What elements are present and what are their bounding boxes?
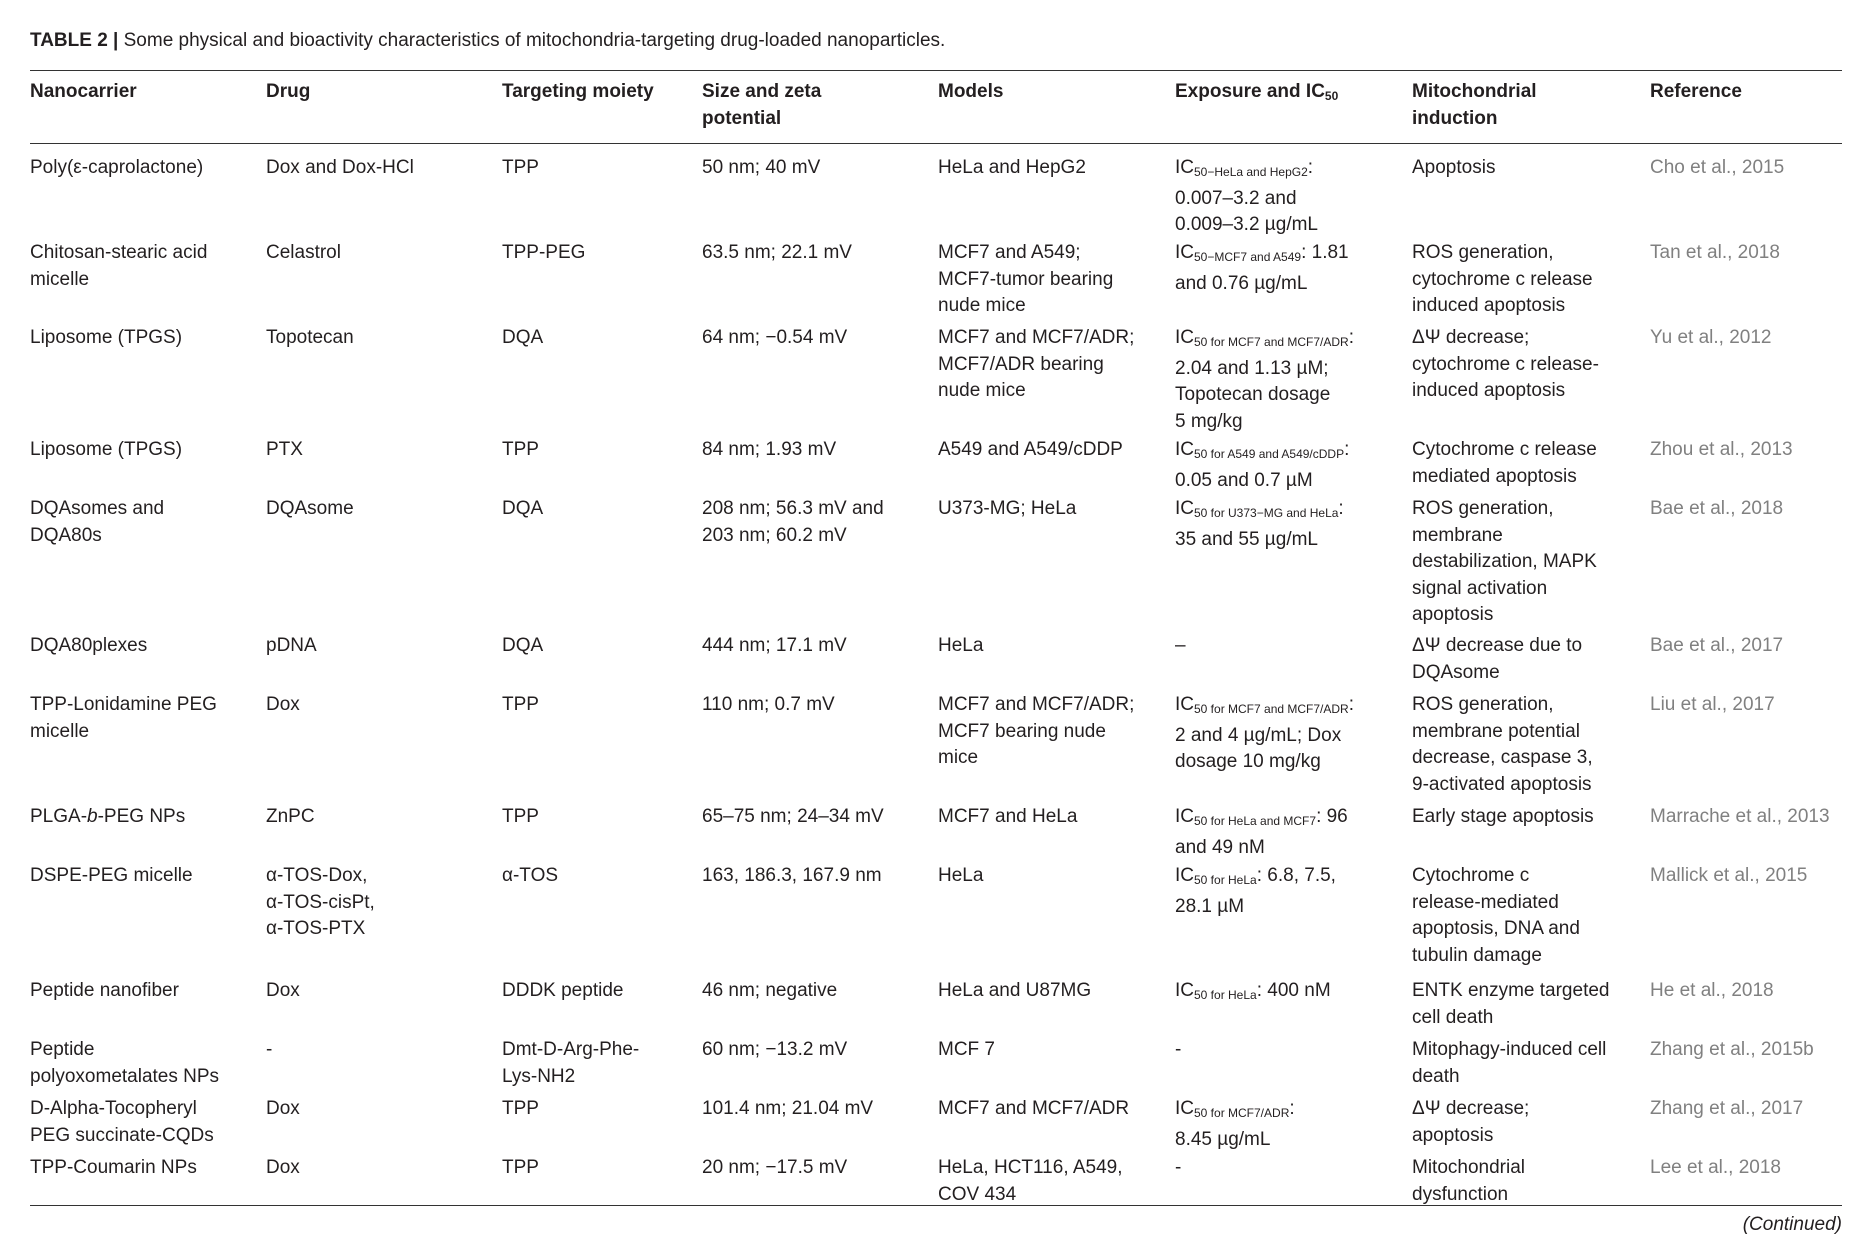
column-header-size [702,78,821,132]
cell-line: PTX [266,439,303,460]
cell-line: nude mice [938,295,1026,316]
cell-line: 28.1 µM [1175,895,1245,917]
cell-reference[interactable] [1650,437,1793,464]
cell-size [702,496,884,549]
cell-line: destabilization, MAPK [1412,551,1597,572]
cell-mito [1412,437,1597,490]
cell-mito [1412,978,1609,1031]
cell-mito [1412,496,1597,629]
cell-line: Tan et al., 2018 [1650,242,1780,263]
cell-targeting [502,155,539,182]
cell-size [702,804,884,831]
cell-line: $IC_{50 for MCF7 and MCF7/ADR}$: [1175,694,1354,716]
cell-line: $IC_{50-MCF7 and A549}$: 1.81 [1175,242,1349,264]
cell-models [938,437,1123,464]
cell-line: DQAsomes and [30,498,165,519]
cell-line: pDNA [266,635,317,656]
cell-line: $IC_{50 for HeLa}$: 400 nM [1175,980,1331,1002]
cell-reference[interactable] [1650,978,1774,1005]
cell-line: micelle [30,720,90,742]
cell-line: DQA [502,327,544,348]
cell-models [938,155,1086,182]
cell-line: apoptosis [1412,1124,1494,1146]
cell-line: nude mice [938,380,1026,401]
cell-nanocarrier [30,437,182,464]
cell-targeting [502,633,543,660]
cell-line: mediated apoptosis [1412,465,1577,487]
cell-line: and 0.76 µg/mL [1175,272,1308,294]
cell-targeting [502,1155,539,1182]
cell-models [938,633,983,660]
cell-size [702,1037,847,1064]
cell-exposure [1175,1037,1181,1064]
cell-models [938,1155,1122,1208]
cell-line: Lee et al., 2018 [1650,1157,1781,1178]
cell-line: U373-MG; HeLa [938,498,1077,519]
cell-line: HeLa [938,635,984,656]
cell-line: DQAsome [266,498,354,519]
cell-line: PEG succinate-CQDs [30,1124,214,1146]
cell-reference[interactable] [1650,1096,1803,1123]
cell-size [702,155,820,182]
cell-line: polyoxometalates NPs [30,1065,220,1087]
cell-line: Poly(ε-caprolactone) [30,157,204,178]
cell-line: induced apoptosis [1412,380,1566,401]
cell-line: Mitochondrial [1412,1157,1525,1178]
cell-line: HeLa [938,865,984,886]
cell-line: ZnPC [266,806,315,827]
cell-targeting [502,496,543,523]
cell-nanocarrier [30,155,203,182]
cell-line: 60 nm; −13.2 mV [702,1039,848,1060]
cell-line: DQA [502,498,544,519]
column-header-line: Reference [1650,81,1742,102]
cell-reference[interactable] [1650,240,1780,267]
cell-drug [266,240,341,267]
cell-exposure [1175,633,1186,660]
table-caption [30,28,945,54]
column-header-line: Drug [266,81,311,102]
cell-nanocarrier [30,863,193,890]
cell-targeting [502,1096,539,1123]
cell-models [938,978,1091,1005]
cell-nanocarrier [30,1037,219,1090]
cell-mito [1412,1155,1525,1208]
cell-line: 8.45 µg/mL [1175,1128,1271,1150]
cell-line: 2 and 4 µg/mL; Dox [1175,724,1342,746]
cell-line: - [266,1039,273,1060]
cell-line: micelle [30,268,90,290]
cell-line: ΔΨ decrease; [1412,327,1530,348]
cell-line: dosage 10 mg/kg [1175,751,1321,772]
cell-models [938,692,1134,772]
cell-line: 2.04 and 1.13 µM; [1175,357,1329,379]
cell-targeting [502,240,585,267]
cell-models [938,325,1134,405]
cell-line: He et al., 2018 [1650,980,1774,1001]
cell-line: $IC_{50 for MCF7 and MCF7/ADR}$: [1175,327,1354,349]
cell-reference[interactable] [1650,1037,1814,1064]
cell-line: MCF7/ADR bearing [938,353,1104,375]
cell-line: Cytochrome c release [1412,439,1597,460]
cell-models [938,240,1113,320]
cell-line: 203 nm; 60.2 mV [702,524,847,546]
cell-line: apoptosis [1412,604,1494,625]
cell-size [702,240,852,267]
cell-targeting [502,804,539,831]
cell-drug [266,1155,300,1182]
cell-line: Celastrol [266,242,341,263]
cell-line: ΔΨ decrease due to [1412,635,1583,656]
cell-line: Dox [266,1098,300,1119]
cell-line: DQA80s [30,524,102,546]
cell-line: dysfunction [1412,1183,1509,1205]
cell-line: death [1412,1065,1460,1087]
cell-line: 84 nm; 1.93 mV [702,439,837,460]
header-rule [30,143,1842,144]
cell-line: 163, 186.3, 167.9 nm [702,865,882,886]
cell-targeting [502,978,623,1005]
cell-models [938,863,983,890]
cell-exposure [1175,692,1354,776]
column-header-line: Mitochondrial [1412,81,1537,102]
cell-exposure [1175,863,1336,920]
cell-line: ROS generation, [1412,242,1554,263]
column-header-reference [1650,78,1742,105]
cell-line: MCF7 and HeLa [938,806,1078,827]
cell-line: TPP [502,157,539,178]
cell-line: ΔΨ decrease; [1412,1098,1530,1119]
cell-drug [266,155,414,182]
cell-mito [1412,633,1582,686]
cell-line: induced apoptosis [1412,295,1566,316]
cell-line: PLGA-b-PEG NPs [30,806,186,827]
cell-line: 46 nm; negative [702,980,838,1001]
cell-exposure [1175,325,1354,435]
cell-models [938,1096,1129,1123]
cell-nanocarrier [30,1155,197,1182]
cell-exposure [1175,240,1349,297]
cell-line: and 49 nM [1175,836,1265,858]
cell-line: tubulin damage [1412,944,1542,966]
cell-line: 50 nm; 40 mV [702,157,821,178]
cell-line: COV 434 [938,1183,1017,1205]
cell-line: TPP-Lonidamine PEG [30,694,217,715]
cell-mito [1412,692,1593,798]
cell-line: Dox and Dox-HCl [266,157,414,178]
cell-nanocarrier [30,325,182,352]
cell-line: DQAsome [1412,661,1500,683]
cell-exposure [1175,1096,1295,1153]
cell-line: Topotecan [266,327,354,348]
cell-line: Dox [266,1157,300,1178]
cell-line: – [1175,635,1186,656]
cell-line: Mallick et al., 2015 [1650,865,1808,886]
cell-line: cell death [1412,1006,1494,1028]
cell-drug [266,437,303,464]
cell-targeting [502,863,558,890]
column-header-exposure [1175,78,1338,110]
cell-line: DSPE-PEG micelle [30,865,193,886]
cell-reference[interactable] [1650,804,1830,831]
cell-line: Zhang et al., 2015b [1650,1039,1814,1060]
cell-line: ENTK enzyme targeted [1412,980,1610,1001]
cell-size [702,692,835,719]
cell-drug [266,496,354,523]
cell-nanocarrier [30,496,164,549]
cell-line: HeLa, HCT116, A549, [938,1157,1123,1178]
cell-line: α-TOS-PTX [266,918,366,939]
continued-note: (Continued) [1742,1214,1842,1235]
column-header-models [938,78,1003,105]
cell-size [702,1155,847,1182]
cell-line: decrease, caspase 3, [1412,747,1593,768]
cell-line: 20 nm; −17.5 mV [702,1157,848,1178]
cell-line: Lys-NH2 [502,1065,576,1087]
cell-line: $IC_{50-HeLa and HepG2}$: [1175,157,1314,179]
cell-targeting [502,692,539,719]
cell-line: TPP [502,1098,539,1119]
cell-exposure [1175,804,1348,861]
top-rule [30,70,1842,71]
cell-line: 9-activated apoptosis [1412,773,1592,795]
cell-line: MCF7 and A549; [938,242,1081,263]
cell-drug [266,1096,300,1123]
cell-reference[interactable] [1650,155,1784,182]
column-header-drug [266,78,310,105]
table-caption-text: Some physical and bioactivity characteristics of mitochondria-targeting drug-loaded nanoparticles. [118,30,946,51]
cell-line: Liu et al., 2017 [1650,694,1775,715]
cell-line: Topotecan dosage [1175,384,1331,405]
cell-nanocarrier [30,978,179,1005]
cell-line: α-TOS [502,865,559,886]
cell-line: Yu et al., 2012 [1650,327,1772,348]
cell-line: Dox [266,694,300,715]
cell-line: MCF7 bearing nude [938,720,1106,742]
cell-line: apoptosis, DNA and [1412,918,1580,939]
cell-line: TPP-Coumarin NPs [30,1157,197,1178]
cell-drug [266,692,300,719]
column-header-targeting [502,78,654,105]
cell-nanocarrier [30,692,217,745]
cell-size [702,633,847,660]
column-header-line: Size and zeta [702,81,822,102]
cell-line: TPP [502,1157,539,1178]
column-header-line: Exposure and $IC_{50}$ [1175,81,1339,103]
cell-line: 35 and 55 µg/mL [1175,528,1318,550]
cell-line: Bae et al., 2018 [1650,498,1784,519]
cell-line: A549 and A549/cDDP [938,439,1123,460]
cell-reference[interactable] [1650,496,1783,523]
cell-reference[interactable] [1650,325,1772,352]
column-header-line: Nanocarrier [30,81,137,102]
cell-drug [266,804,315,831]
cell-line: α-TOS-cisPt, [266,891,375,913]
cell-line: 63.5 nm; 22.1 mV [702,242,852,263]
cell-line: $IC_{50 for U373-MG and HeLa}$: [1175,498,1344,520]
cell-nanocarrier [30,804,185,831]
cell-line: 0.05 and 0.7 µM [1175,469,1313,491]
cell-line: 64 nm; −0.54 mV [702,327,848,348]
cell-line: DDDK peptide [502,980,624,1001]
cell-line: Liposome (TPGS) [30,327,183,348]
cell-line: DQA80plexes [30,635,148,656]
column-header-line: potential [702,108,782,129]
cell-line: TPP [502,439,539,460]
cell-line: membrane [1412,524,1503,546]
cell-reference[interactable] [1650,692,1775,719]
cell-exposure [1175,1155,1181,1182]
cell-size [702,437,836,464]
cell-line: MCF7 and MCF7/ADR [938,1098,1130,1119]
cell-line: DQA [502,635,544,656]
cell-line: HeLa and HepG2 [938,157,1086,178]
cell-line: Chitosan-stearic acid [30,242,208,263]
cell-line: $IC_{50 for A549 and A549/cDDP}$: [1175,439,1350,461]
cell-line: 0.007–3.2 and [1175,187,1297,209]
bottom-rule [30,1205,1842,1206]
cell-line: Zhang et al., 2017 [1650,1098,1804,1119]
cell-reference[interactable] [1650,863,1807,890]
cell-exposure [1175,978,1331,1009]
cell-size [702,978,837,1005]
cell-drug [266,978,300,1005]
cell-line: - [1175,1039,1182,1060]
cell-line: HeLa and U87MG [938,980,1092,1001]
cell-mito [1412,1037,1606,1090]
cell-line: Marrache et al., 2013 [1650,806,1830,827]
cell-exposure [1175,155,1318,239]
cell-line: $IC_{50 for HeLa}$: 6.8, 7.5, [1175,865,1336,887]
cell-line: Cytochrome c [1412,865,1530,886]
cell-line: membrane potential [1412,720,1580,742]
cell-line: cytochrome c release- [1412,353,1599,375]
cell-line: mice [938,747,979,768]
cell-drug [266,1037,272,1064]
cell-line: 101.4 nm; 21.04 mV [702,1098,874,1119]
cell-line: $IC_{50 for HeLa and MCF7}$: 96 [1175,806,1348,828]
cell-size [702,325,847,352]
cell-nanocarrier [30,633,147,660]
column-header-line: Targeting moiety [502,81,654,102]
cell-line: Zhou et al., 2013 [1650,439,1793,460]
cell-size [702,863,882,890]
cell-line: - [1175,1157,1182,1178]
cell-line: MCF7 and MCF7/ADR; [938,327,1135,348]
cell-line: ROS generation, [1412,498,1554,519]
cell-line: Cho et al., 2015 [1650,157,1785,178]
cell-line: 0.009–3.2 µg/mL [1175,214,1318,235]
cell-line: release-mediated [1412,891,1559,913]
column-header-line: induction [1412,108,1498,129]
cell-nanocarrier [30,240,207,293]
cell-line: Apoptosis [1412,157,1496,178]
cell-mito [1412,863,1580,969]
column-header-mito [1412,78,1537,132]
cell-models [938,1037,995,1064]
cell-drug [266,863,375,943]
cell-size [702,1096,873,1123]
column-header-line: Models [938,81,1004,102]
cell-line: Dox [266,980,300,1001]
cell-mito [1412,804,1594,831]
cell-line: TPP [502,806,539,827]
cell-line: MCF 7 [938,1039,995,1060]
column-header-nanocarrier [30,78,137,105]
cell-line: 208 nm; 56.3 mV and [702,498,884,519]
cell-line: Dmt-D-Arg-Phe- [502,1039,640,1060]
cell-drug [266,633,317,660]
cell-mito [1412,325,1599,405]
cell-line: α-TOS-Dox, [266,865,368,886]
cell-line: 444 nm; 17.1 mV [702,635,847,656]
cell-line: TPP [502,694,539,715]
cell-line: signal activation [1412,577,1548,599]
cell-exposure [1175,437,1349,494]
table-label: TABLE 2 | [30,30,119,51]
cell-line: $IC_{50 for MCF7/ADR}$: [1175,1098,1295,1120]
cell-line: MCF7-tumor bearing [938,268,1114,290]
cell-line: 110 nm; 0.7 mV [702,694,835,715]
cell-drug [266,325,354,352]
cell-line: Bae et al., 2017 [1650,635,1784,656]
cell-line: 5 mg/kg [1175,410,1243,432]
cell-line: Liposome (TPGS) [30,439,183,460]
cell-line: TPP-PEG [502,242,586,263]
cell-exposure [1175,496,1344,553]
cell-line: cytochrome c release [1412,268,1593,290]
cell-line: MCF7 and MCF7/ADR; [938,694,1135,715]
cell-mito [1412,240,1593,320]
cell-line: ROS generation, [1412,694,1554,715]
cell-reference[interactable] [1650,1155,1781,1182]
cell-line: Peptide nanofiber [30,980,179,1001]
cell-line: Mitophagy-induced cell [1412,1039,1607,1060]
cell-line: Early stage apoptosis [1412,806,1594,827]
cell-models [938,496,1076,523]
cell-nanocarrier [30,1096,214,1149]
cell-models [938,804,1077,831]
cell-line: Peptide [30,1039,95,1060]
cell-targeting [502,325,543,352]
cell-mito [1412,1096,1529,1149]
cell-targeting [502,1037,639,1090]
cell-line: 65–75 nm; 24–34 mV [702,806,884,827]
cell-line: D-Alpha-Tocopheryl [30,1098,197,1119]
cell-reference[interactable] [1650,633,1783,660]
cell-targeting [502,437,539,464]
cell-mito [1412,155,1495,182]
